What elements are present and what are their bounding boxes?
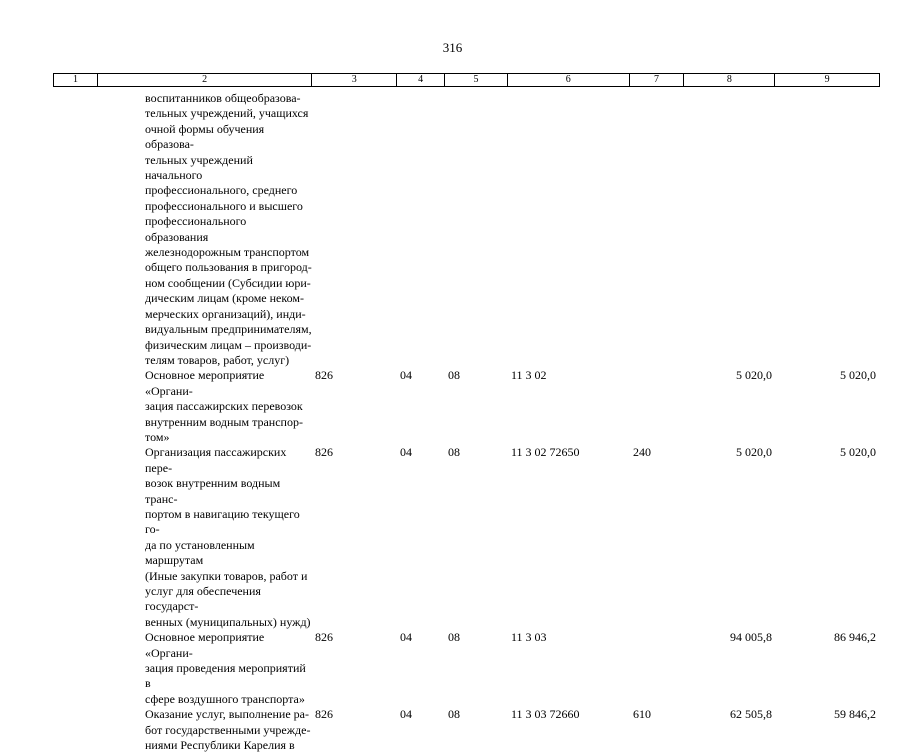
ministry-cell: 826 xyxy=(315,445,333,460)
column-header-5: 5 xyxy=(445,74,508,86)
section-cell: 04 xyxy=(400,445,412,460)
amount-2-cell: 5 020,0 xyxy=(840,445,876,460)
column-header-9: 9 xyxy=(824,74,830,85)
section-cell: 04 xyxy=(400,630,412,645)
description-cell: Организация пассажирских пере- возок внутренним водным транс- портом в навигацию текущего го- да по установленным маршрутам (Иные закупки товаров, работ и услуг для обеспечения государст- венных (муниципальных) нужд) xyxy=(145,445,311,629)
description-cell: воспитанников общеобразова- тельных учреждений, учащихся очной формы обучения образова- тельных учреждений начального профессионального, среднего профессионального и высшего профессионального образования железнодорожным транспортом общего пользования в пригород- ном сообщении (Субсидии юри- дическим лицам (кроме неком- мерческих организаций), инди- видуальным предпринимателям, физическим лицам – производи- телям товаров, работ, услуг) xyxy=(145,91,312,367)
section-cell: 04 xyxy=(400,368,412,383)
subsection-cell: 08 xyxy=(448,707,460,722)
table-row xyxy=(53,368,880,445)
target-cell: 11 3 03 xyxy=(511,630,547,645)
description-cell: Основное мероприятие «Органи- зация проведения мероприятий в сфере воздушного транспорта» xyxy=(145,630,306,706)
amount-2-cell: 59 846,2 xyxy=(834,707,876,722)
column-header-4: 4 xyxy=(397,74,445,86)
ministry-cell: 826 xyxy=(315,707,333,722)
table-body xyxy=(53,91,880,753)
page-number: 316 xyxy=(442,40,463,55)
target-cell: 11 3 02 xyxy=(511,368,547,383)
section-cell: 04 xyxy=(400,707,412,722)
amount-2-cell: 5 020,0 xyxy=(840,368,876,383)
target-cell: 11 3 03 72660 xyxy=(511,707,580,722)
expense-type-cell: 610 xyxy=(633,707,651,722)
subsection-cell: 08 xyxy=(448,445,460,460)
amount-1-cell: 94 005,8 xyxy=(730,630,772,645)
subsection-cell: 08 xyxy=(448,368,460,383)
target-cell: 11 3 02 72650 xyxy=(511,445,580,460)
table-row xyxy=(53,707,880,753)
column-header-3: 3 xyxy=(312,74,397,86)
table-header xyxy=(53,73,880,87)
description-cell: Основное мероприятие «Органи- зация пассажирских перевозок внутренним водным транспор- том» xyxy=(145,368,303,444)
table-row xyxy=(53,630,880,707)
column-header-2: 2 xyxy=(98,74,312,86)
amount-1-cell: 5 020,0 xyxy=(736,445,772,460)
column-header-8: 8 xyxy=(684,74,775,86)
amount-1-cell: 62 505,8 xyxy=(730,707,772,722)
amount-1-cell: 5 020,0 xyxy=(736,368,772,383)
ministry-cell: 826 xyxy=(315,368,333,383)
table-row xyxy=(53,91,880,368)
column-header-6: 6 xyxy=(508,74,630,86)
amount-2-cell: 86 946,2 xyxy=(834,630,876,645)
column-header-1: 1 xyxy=(54,74,98,86)
expense-type-cell: 240 xyxy=(633,445,651,460)
column-header-7: 7 xyxy=(630,74,685,86)
description-cell: Оказание услуг, выполнение ра- бот государственными учрежде- ниями Республики Карелия в xyxy=(145,707,311,753)
subsection-cell: 08 xyxy=(448,630,460,645)
table-row xyxy=(53,445,880,630)
ministry-cell: 826 xyxy=(315,630,333,645)
